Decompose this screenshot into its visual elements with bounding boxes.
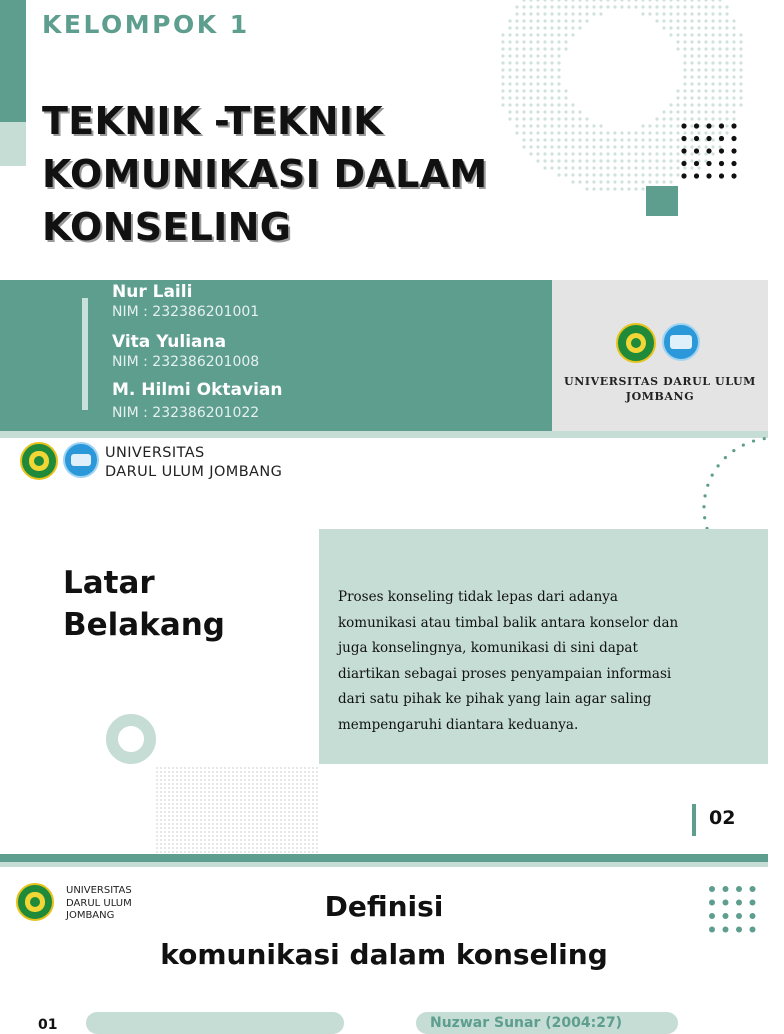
- page-number-bar: [692, 804, 696, 836]
- member-name: M. Hilmi Oktavian: [112, 380, 283, 400]
- definition-pill: [86, 1012, 344, 1034]
- slide-title: [0, 0, 768, 438]
- member-nim: NIM : 232386201022: [112, 405, 260, 421]
- slide-divider: [0, 854, 768, 862]
- slide-divider: [0, 431, 768, 438]
- square-decoration: [646, 186, 678, 216]
- slide-background: [0, 438, 768, 854]
- section-heading: Latar Belakang: [63, 565, 225, 643]
- presentation-title: TEKNIK -TEKNIK KOMUNIKASI DALAM KONSELING: [42, 99, 488, 249]
- university-name: UNIVERSITAS DARUL ULUM JOMBANG: [105, 445, 283, 480]
- university-caption: UNIVERSITAS DARUL ULUM JOMBANG: [564, 375, 756, 403]
- undar-blue-emblem-icon: [662, 323, 700, 361]
- ring-decoration: [106, 714, 156, 764]
- slide-definition: [0, 867, 768, 1033]
- university-panel: [552, 280, 768, 431]
- group-label: KELOMPOK 1: [42, 10, 250, 39]
- background-paragraph: Proses konseling tidak lepas dari adanya komunikasi atau timbal balik antara konselor dan juga konselingnya, komunikasi di sini dapat diartikan sebagai proses penyampaian informasi dari satu pihak ke pihak yang lain agar saling mempengaruhi diantara keduanya.: [338, 589, 679, 733]
- undar-emblem-icon: [20, 442, 58, 480]
- undar-blue-emblem-icon: [63, 442, 99, 478]
- dot-pattern-decoration: [155, 766, 321, 854]
- item-number: 01: [38, 1017, 58, 1033]
- page-number: 02: [709, 807, 736, 829]
- member-name: Nur Laili: [112, 282, 193, 302]
- member-name: Vita Yuliana: [112, 332, 227, 352]
- accent-bar: [0, 0, 26, 122]
- dot-grid-decoration: [680, 122, 740, 182]
- definition-source: Nuzwar Sunar (2004:27): [430, 1015, 623, 1031]
- undar-emblem-icon: [616, 323, 656, 363]
- member-nim: NIM : 232386201008: [112, 354, 260, 370]
- definition-title: Definisi komunikasi dalam konseling: [160, 890, 608, 971]
- accent-bar-light: [0, 122, 26, 166]
- members-divider: [82, 298, 88, 410]
- dot-grid-decoration: [706, 883, 760, 937]
- university-name: UNIVERSITAS DARUL ULUM JOMBANG: [66, 885, 132, 921]
- member-nim: NIM : 232386201001: [112, 304, 260, 320]
